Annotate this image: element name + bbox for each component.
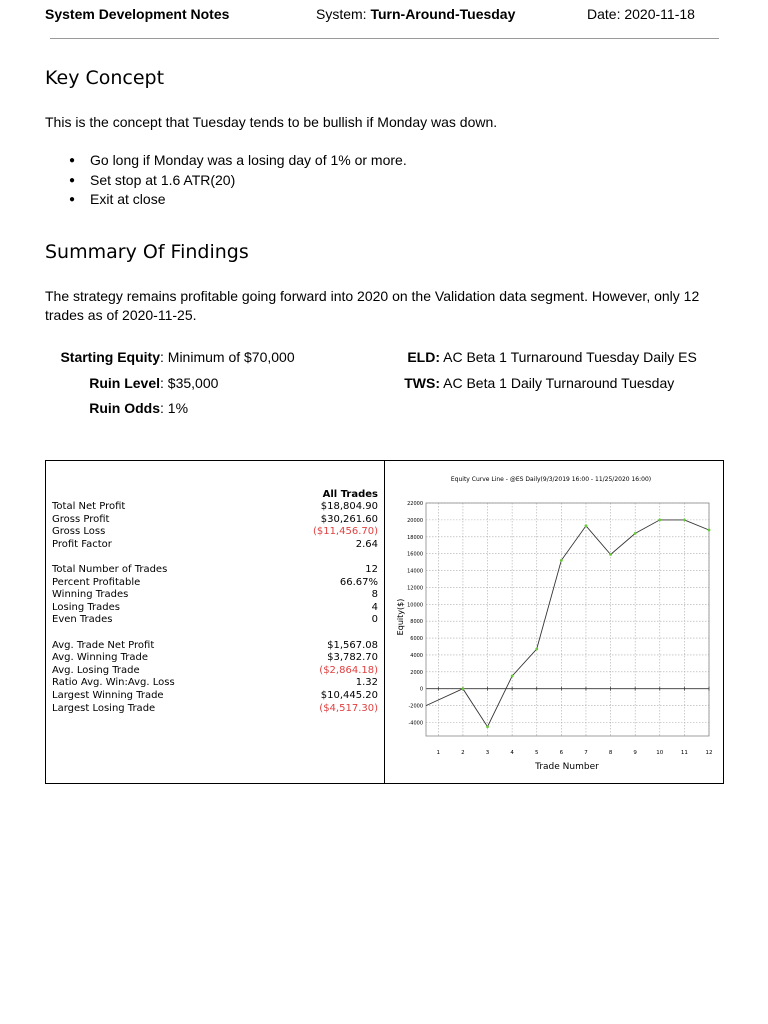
stats-label: Even Trades bbox=[52, 614, 113, 626]
stats-value: 1.32 bbox=[355, 677, 378, 689]
y-tick-label: 22000 bbox=[407, 501, 423, 507]
stats-value: 0 bbox=[371, 614, 378, 626]
trade-point bbox=[462, 687, 465, 690]
stats-label: Total Net Profit bbox=[52, 501, 126, 512]
stats-row bbox=[52, 539, 378, 552]
equity-curve-chart bbox=[386, 462, 721, 780]
y-tick-label: 20000 bbox=[407, 517, 423, 524]
chart-title: Equity Curve Line - @ES Daily(9/3/2019 16:00 - 11/25/2020 16:00) bbox=[450, 476, 652, 483]
x-tick-label: 2 bbox=[461, 750, 465, 756]
y-tick-label: 18000 bbox=[407, 534, 423, 541]
stats-label: Total Number of Trades bbox=[52, 563, 168, 575]
starting-equity: Starting Equity: Minimum of $70,000 bbox=[60, 349, 295, 365]
chart-grid bbox=[426, 503, 709, 736]
x-tick-label: 12 bbox=[705, 750, 713, 756]
stats-value: $10,445.20 bbox=[320, 689, 378, 701]
x-tick-label: 6 bbox=[559, 750, 564, 756]
stats-value: 66.67% bbox=[339, 576, 378, 588]
key-concept-rules bbox=[45, 151, 407, 210]
stats-value: 2.64 bbox=[355, 538, 378, 550]
rule-item: ● Exit at close bbox=[45, 190, 407, 210]
y-tick-label: -2000 bbox=[408, 703, 423, 710]
stats-label: Avg. Winning Trade bbox=[52, 652, 149, 664]
equity-series bbox=[426, 518, 710, 728]
stats-value: $30,261.60 bbox=[320, 513, 378, 525]
stats-label: Profit Factor bbox=[52, 538, 112, 550]
stats-label: Avg. Losing Trade bbox=[52, 664, 140, 676]
rule-item: ● Go long if Monday was a losing day of 1% or more. bbox=[45, 151, 407, 171]
stats-row bbox=[52, 690, 378, 703]
x-tick-label: 3 bbox=[485, 750, 490, 756]
y-tick-label: 14000 bbox=[407, 568, 423, 575]
x-tick-label: 1 bbox=[436, 750, 441, 756]
stats-row bbox=[52, 665, 378, 678]
ruin-level: Ruin Level: $35,000 bbox=[89, 375, 219, 391]
y-tick-label: -4000 bbox=[408, 720, 423, 727]
trade-point bbox=[535, 648, 538, 651]
plot-frame bbox=[426, 503, 709, 736]
trade-point bbox=[683, 518, 686, 521]
stats-row bbox=[52, 703, 378, 716]
stats-label: Winning Trades bbox=[52, 589, 129, 601]
y-tick-label: 0 bbox=[419, 686, 423, 693]
y-tick-label: 4000 bbox=[410, 652, 423, 659]
stats-label: Largest Losing Trade bbox=[52, 702, 156, 714]
trade-point bbox=[511, 675, 514, 678]
panel-divider bbox=[384, 461, 385, 783]
y-tick-label: 10000 bbox=[407, 602, 423, 609]
stats-label: Gross Loss bbox=[52, 526, 106, 538]
stats-value: 4 bbox=[371, 601, 378, 613]
stats-row bbox=[52, 652, 378, 665]
stats-row bbox=[52, 614, 378, 627]
stats-value: $1,567.08 bbox=[327, 639, 378, 651]
document-date: Date: 2020-11-18 bbox=[587, 6, 695, 22]
eld-file: ELD: AC Beta 1 Turnaround Tuesday Daily ES bbox=[407, 349, 697, 365]
stats-column-header: All Trades bbox=[322, 489, 378, 500]
x-tick-label: 9 bbox=[633, 750, 637, 756]
stats-value: $18,804.90 bbox=[320, 501, 378, 512]
x-tick-label: 10 bbox=[656, 750, 664, 756]
stats-label: Losing Trades bbox=[52, 601, 120, 613]
stats-value: 8 bbox=[371, 589, 378, 601]
trade-point bbox=[486, 725, 489, 728]
document-title: System Development Notes bbox=[45, 6, 230, 22]
trade-point bbox=[585, 524, 588, 527]
x-tick-label: 5 bbox=[534, 750, 539, 756]
stats-value: ($2,864.18) bbox=[319, 664, 378, 676]
summary-heading: Summary Of Findings bbox=[45, 241, 249, 263]
system-name: System: Turn-Around-Tuesday bbox=[316, 6, 516, 22]
stats-row bbox=[52, 501, 378, 514]
key-concept-heading: Key Concept bbox=[45, 67, 165, 89]
ruin-odds: Ruin Odds: 1% bbox=[89, 400, 189, 416]
stats-row bbox=[52, 526, 378, 539]
equity-line bbox=[426, 520, 709, 727]
trade-point bbox=[634, 532, 637, 535]
key-concept-text: This is the concept that Tuesday tends to be bullish if Monday was down. bbox=[45, 114, 498, 130]
stats-row bbox=[52, 589, 378, 602]
header-divider bbox=[50, 38, 719, 39]
stats-value: ($11,456.70) bbox=[312, 526, 378, 538]
rule-item: ● Set stop at 1.6 ATR(20) bbox=[45, 171, 407, 191]
stats-row bbox=[52, 602, 378, 615]
x-tick-label: 11 bbox=[680, 750, 688, 756]
stats-label: Percent Profitable bbox=[52, 576, 141, 588]
stats-label: Gross Profit bbox=[52, 513, 110, 525]
y-tick-label: 6000 bbox=[410, 636, 423, 643]
stats-value: 12 bbox=[365, 563, 378, 575]
stats-spacer bbox=[52, 627, 378, 640]
y-tick-label: 16000 bbox=[407, 551, 423, 558]
stats-spacer bbox=[52, 551, 378, 564]
stats-label: Ratio Avg. Win:Avg. Loss bbox=[52, 677, 175, 689]
chart-axes bbox=[407, 501, 712, 756]
stats-value: ($4,517.30) bbox=[319, 702, 378, 714]
x-tick-label: 7 bbox=[584, 750, 588, 756]
y-tick-label: 8000 bbox=[410, 619, 423, 626]
stats-label: Avg. Trade Net Profit bbox=[52, 639, 155, 651]
x-tick-label: 4 bbox=[510, 750, 514, 756]
stats-value: $3,782.70 bbox=[327, 652, 378, 664]
x-tick-label: 8 bbox=[608, 750, 613, 756]
stats-row bbox=[52, 677, 378, 690]
y-tick-label: 2000 bbox=[410, 669, 423, 676]
performance-summary-table bbox=[52, 488, 378, 715]
y-tick-label: 12000 bbox=[407, 585, 423, 592]
stats-row bbox=[52, 640, 378, 653]
y-axis-label: Equity($) bbox=[396, 598, 405, 636]
trade-point bbox=[708, 529, 711, 532]
summary-text: The strategy remains profitable going forward into 2020 on the Validation data segment. However, only 12 trades as of 2020-11-25. bbox=[45, 288, 700, 323]
trade-point bbox=[560, 559, 563, 562]
x-axis-label: Trade Number bbox=[535, 762, 599, 772]
tws-file: TWS: AC Beta 1 Daily Turnaround Tuesday bbox=[404, 375, 675, 391]
stats-label: Largest Winning Trade bbox=[52, 689, 164, 701]
stats-row bbox=[52, 514, 378, 527]
stats-row bbox=[52, 564, 378, 577]
trade-point bbox=[609, 553, 612, 556]
trade-point bbox=[658, 518, 661, 521]
stats-row bbox=[52, 577, 378, 590]
